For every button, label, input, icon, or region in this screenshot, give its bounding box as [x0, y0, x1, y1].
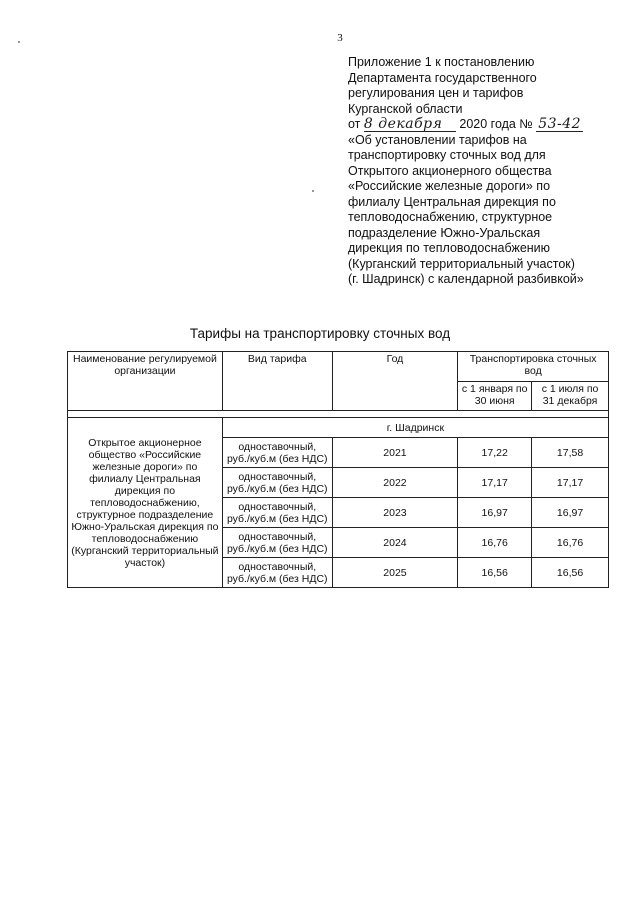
subject-line: подразделение Южно-Уральская — [348, 225, 541, 240]
value-h1-cell: 16,76 — [458, 528, 532, 558]
subject-line: транспортировку сточных вод для — [348, 148, 546, 162]
header-year: Год — [332, 352, 458, 411]
decree-date-line — [348, 117, 628, 133]
year-cell: 2023 — [332, 498, 458, 528]
appendix-line: регулирования цен и тарифов — [348, 86, 524, 100]
spacer-row — [68, 411, 609, 418]
year-text: 2020 года № — [459, 117, 533, 131]
org-name-cell: Открытое акционерное общество «Российские железные дороги» по филиалу Центральная дирекция по тепловодоснабжению, структурное подразделение Южно-Уральская дирекция по тепловодоснабжению (Курганский территориальный участок) — [68, 418, 223, 588]
subject-line: (Курганский территориальный участок) — [348, 256, 575, 271]
table-title: Тарифы на транспортировку сточных вод — [189, 326, 451, 341]
header-period-1: с 1 января по 30 июня — [458, 382, 532, 411]
tariff-type-cell: одноставочный, руб./куб.м (без НДС) — [222, 438, 332, 468]
scan-speck — [18, 41, 20, 43]
year-cell: 2024 — [332, 528, 458, 558]
subject-line: дирекция по тепловодоснабжению — [348, 241, 551, 255]
tariffs-table — [67, 351, 609, 588]
value-h2-cell: 17,58 — [532, 438, 609, 468]
city-name: г. Шадринск — [222, 418, 608, 438]
tariff-type-cell: одноставочный, руб./куб.м (без НДС) — [222, 528, 332, 558]
appendix-line: Приложение 1 к постановлению — [348, 55, 535, 69]
subject-line: филиалу Центральная дирекция по — [348, 194, 556, 209]
tariff-type-cell: одноставочный, руб./куб.м (без НДС) — [222, 498, 332, 528]
value-h1-cell: 16,56 — [458, 558, 532, 588]
year-cell: 2025 — [332, 558, 458, 588]
scan-speck — [312, 190, 314, 192]
appendix-line: Курганской области — [348, 101, 463, 116]
header-period-2: с 1 июля по 31 декабря — [532, 382, 609, 411]
value-h2-cell: 17,17 — [532, 468, 609, 498]
subject-line: Открытого акционерного общества — [348, 163, 552, 178]
value-h2-cell: 16,56 — [532, 558, 609, 588]
tariff-type-cell: одноставочный, руб./куб.м (без НДС) — [222, 468, 332, 498]
header-tariff-type: Вид тарифа — [222, 352, 332, 411]
header-org: Наименование регулируемой организации — [68, 352, 223, 411]
subject-line: (г. Шадринск) с календарной разбивкой» — [348, 272, 584, 286]
year-cell: 2021 — [332, 438, 458, 468]
value-h2-cell: 16,76 — [532, 528, 609, 558]
appendix-header — [348, 55, 628, 288]
subject-line: «Об установлении тарифов на — [348, 132, 527, 147]
handwritten-number: 53-42 — [538, 116, 582, 132]
subject-line: тепловодоснабжению, структурное — [348, 210, 553, 224]
handwritten-date: 8 декабря — [364, 118, 456, 132]
year-cell: 2022 — [332, 468, 458, 498]
value-h1-cell: 16,97 — [458, 498, 532, 528]
header-group: Транспортировка сточных вод — [458, 352, 609, 382]
page-number: 3 — [337, 32, 343, 44]
value-h1-cell: 17,22 — [458, 438, 532, 468]
value-h1-cell: 17,17 — [458, 468, 532, 498]
date-prefix: от — [348, 117, 361, 131]
value-h2-cell: 16,97 — [532, 498, 609, 528]
tariff-type-cell: одноставочный, руб./куб.м (без НДС) — [222, 558, 332, 588]
appendix-line: Департамента государственного — [348, 70, 537, 85]
subject-line: «Российские железные дороги» по — [348, 179, 551, 193]
